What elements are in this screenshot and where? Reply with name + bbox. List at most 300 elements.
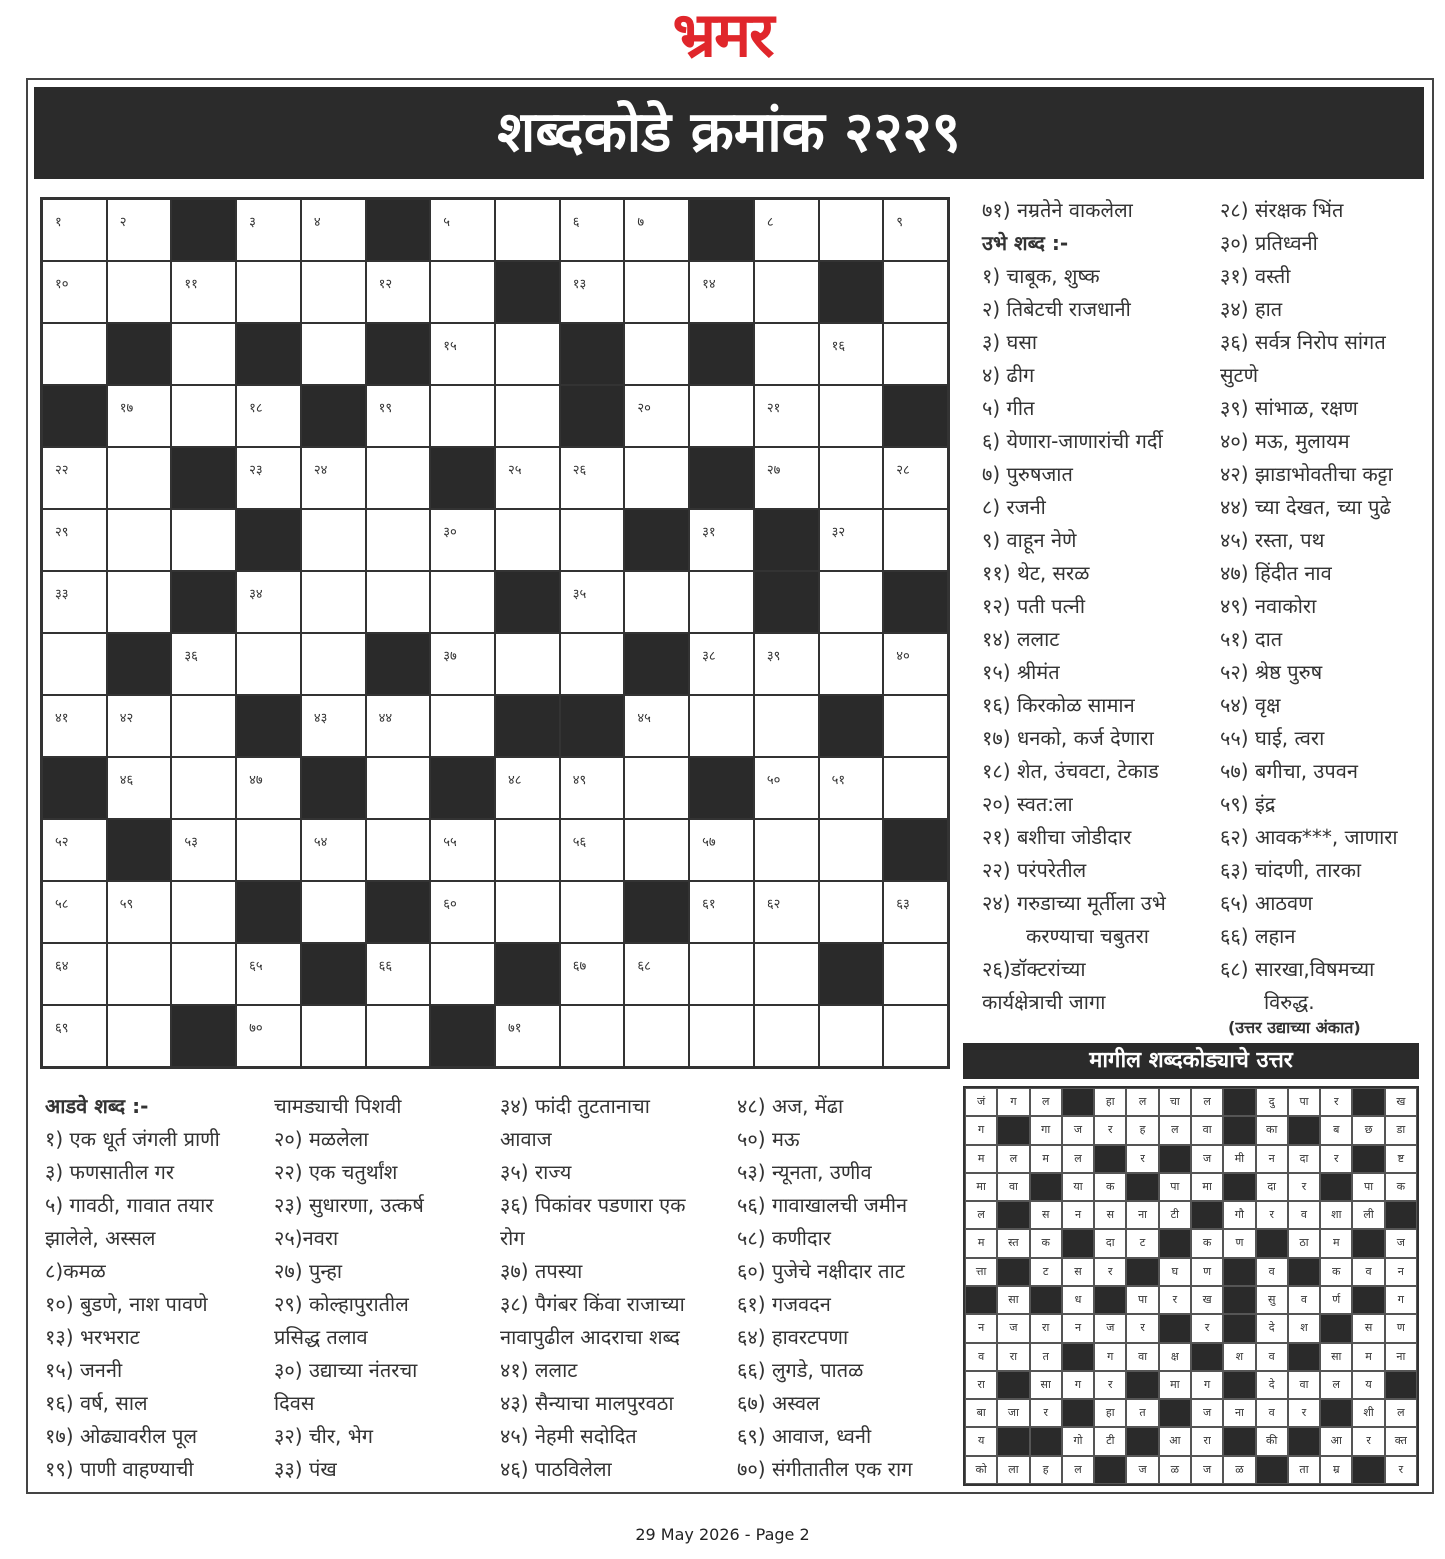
grid-cell[interactable] — [754, 447, 819, 509]
grid-cell[interactable] — [560, 633, 625, 695]
grid-cell[interactable] — [366, 819, 431, 881]
grid-cell[interactable] — [883, 447, 948, 509]
grid-cell[interactable] — [689, 261, 754, 323]
solution-cell: घ — [1159, 1258, 1191, 1286]
right-clues-column-2 — [1220, 194, 1398, 1019]
grid-cell[interactable] — [689, 571, 754, 633]
clue-number: ४३ — [313, 711, 328, 726]
grid-cell[interactable] — [107, 447, 172, 509]
clue-number: २८ — [896, 463, 910, 478]
clue-text: ३४) हात — [1220, 297, 1283, 321]
solution-block — [1062, 1399, 1094, 1427]
grid-block — [883, 819, 948, 881]
grid-cell[interactable] — [42, 571, 107, 633]
grid-cell[interactable] — [42, 943, 107, 1005]
grid-cell[interactable] — [42, 509, 107, 571]
solution-cell: क्त — [1385, 1427, 1417, 1455]
grid-cell[interactable] — [171, 881, 236, 943]
solution-cell: क — [1385, 1173, 1417, 1201]
solution-cell: डा — [1385, 1116, 1417, 1144]
clue-text: १२) पती पत्नी — [982, 594, 1086, 618]
clue-number: ६ — [572, 215, 580, 230]
solution-cell: ख — [1191, 1286, 1223, 1314]
solution-block — [1159, 1314, 1191, 1342]
clue-number: ५४ — [313, 835, 328, 850]
clue-number: १४ — [702, 277, 716, 292]
solution-cell: ह — [1030, 1456, 1062, 1484]
clue-text: १०) बुडणे, नाश पावणे — [45, 1292, 208, 1316]
grid-cell[interactable] — [819, 447, 884, 509]
clue-number: ५१ — [831, 773, 846, 788]
solution-block — [997, 1116, 1029, 1144]
clue-text: २०) स्वत:ला — [982, 792, 1073, 816]
grid-cell[interactable] — [624, 943, 689, 1005]
grid-cell[interactable] — [689, 385, 754, 447]
grid-cell[interactable] — [754, 757, 819, 819]
grid-cell[interactable] — [171, 509, 236, 571]
grid-cell[interactable] — [236, 943, 301, 1005]
grid-cell[interactable] — [107, 385, 172, 447]
grid-cell[interactable] — [301, 571, 366, 633]
grid-cell[interactable] — [883, 943, 948, 1005]
solution-cell: पा — [1159, 1173, 1191, 1201]
grid-cell[interactable] — [819, 323, 884, 385]
solution-cell: दा — [1288, 1145, 1320, 1173]
grid-cell[interactable] — [560, 261, 625, 323]
answer-note: (उत्तर उद्याच्या अंकात) — [1228, 1018, 1361, 1037]
clue-text: ५६) गावाखालची जमीन — [737, 1193, 908, 1217]
grid-cell[interactable] — [366, 261, 431, 323]
grid-block — [301, 943, 366, 1005]
grid-cell[interactable] — [754, 943, 819, 1005]
clue-text: रोग — [500, 1226, 525, 1250]
grid-cell[interactable] — [366, 1005, 431, 1067]
page-title: शब्दकोडे क्रमांक २२२९ — [34, 87, 1424, 179]
grid-cell[interactable] — [883, 695, 948, 757]
clue-text: ३८) पैगंबर किंवा राजाच्या — [500, 1292, 685, 1316]
clue-number: ३४ — [249, 587, 263, 602]
grid-cell[interactable] — [754, 385, 819, 447]
grid-cell[interactable] — [495, 881, 560, 943]
grid-cell[interactable] — [171, 323, 236, 385]
grid-cell[interactable] — [560, 447, 625, 509]
grid-cell[interactable] — [560, 943, 625, 1005]
clue-text: ४०) मऊ, मुलायम — [1220, 429, 1350, 453]
grid-cell[interactable] — [236, 633, 301, 695]
grid-cell[interactable] — [624, 819, 689, 881]
clue-text: ६०) पुजेचे नक्षीदार ताट — [737, 1259, 905, 1283]
logo: भ्रमर — [672, 0, 773, 71]
grid-cell[interactable] — [236, 447, 301, 509]
solution-cell: र — [1159, 1286, 1191, 1314]
clue-number: ४ — [313, 215, 321, 230]
clue-text: १८) शेत, उंचवटा, टेकाड — [982, 759, 1159, 783]
grid-cell[interactable] — [171, 695, 236, 757]
solution-cell: र — [1320, 1088, 1352, 1116]
clue-number: २९ — [55, 525, 69, 540]
solution-block — [1191, 1201, 1223, 1229]
solution-block — [1352, 1456, 1384, 1484]
page-footer: 29 May 2026 - Page 2 — [635, 1525, 810, 1544]
clue-number: २१ — [766, 401, 781, 416]
solution-block — [1126, 1173, 1158, 1201]
solution-cell: र्ण — [1320, 1286, 1352, 1314]
grid-cell[interactable] — [689, 943, 754, 1005]
grid-block — [107, 633, 172, 695]
grid-cell[interactable] — [236, 571, 301, 633]
grid-cell[interactable] — [42, 261, 107, 323]
grid-block — [301, 757, 366, 819]
grid-cell[interactable] — [42, 633, 107, 695]
grid-cell[interactable] — [430, 881, 495, 943]
clue-number: १३ — [572, 277, 587, 292]
grid-cell[interactable] — [301, 1005, 366, 1067]
clue-number: २३ — [249, 463, 263, 478]
grid-cell[interactable] — [754, 819, 819, 881]
grid-cell[interactable] — [42, 695, 107, 757]
clue-number: ४८ — [508, 773, 522, 788]
grid-cell[interactable] — [624, 757, 689, 819]
grid-cell[interactable] — [624, 447, 689, 509]
solution-cell: र — [1288, 1399, 1320, 1427]
clue-text: चामड्याची पिशवी — [274, 1094, 402, 1118]
solution-cell: र — [1352, 1427, 1384, 1455]
grid-cell[interactable] — [689, 695, 754, 757]
grid-cell[interactable] — [819, 385, 884, 447]
grid-block — [42, 385, 107, 447]
grid-cell[interactable] — [754, 633, 819, 695]
solution-cell: ना — [1223, 1399, 1255, 1427]
grid-cell[interactable] — [883, 757, 948, 819]
grid-cell[interactable] — [495, 757, 560, 819]
solution-cell: वा — [997, 1173, 1029, 1201]
grid-cell[interactable] — [301, 819, 366, 881]
grid-cell[interactable] — [301, 261, 366, 323]
solution-cell: ज — [1191, 1399, 1223, 1427]
grid-cell[interactable] — [236, 757, 301, 819]
solution-cell: न — [965, 1314, 997, 1342]
solution-block — [997, 1371, 1029, 1399]
solution-cell: र — [1256, 1201, 1288, 1229]
grid-cell[interactable] — [883, 323, 948, 385]
solution-block — [1352, 1229, 1384, 1257]
grid-cell[interactable] — [754, 1005, 819, 1067]
grid-block — [236, 509, 301, 571]
grid-cell[interactable] — [430, 571, 495, 633]
solution-cell: ल — [1030, 1088, 1062, 1116]
grid-cell[interactable] — [624, 695, 689, 757]
grid-block — [495, 571, 560, 633]
grid-cell[interactable] — [883, 261, 948, 323]
solution-cell: क — [1191, 1229, 1223, 1257]
grid-cell[interactable] — [107, 943, 172, 1005]
grid-cell[interactable] — [689, 633, 754, 695]
grid-cell[interactable] — [560, 509, 625, 571]
clue-text: ३२) चीर, भेग — [274, 1424, 374, 1448]
grid-cell[interactable] — [171, 819, 236, 881]
solution-block — [1288, 1427, 1320, 1455]
solution-block — [1256, 1229, 1288, 1257]
grid-cell[interactable] — [819, 819, 884, 881]
grid-block — [236, 323, 301, 385]
grid-cell[interactable] — [819, 1005, 884, 1067]
grid-cell[interactable] — [236, 819, 301, 881]
grid-cell[interactable] — [624, 1005, 689, 1067]
grid-cell[interactable] — [689, 1005, 754, 1067]
solution-cell: छ — [1352, 1116, 1384, 1144]
grid-cell[interactable] — [366, 509, 431, 571]
grid-cell[interactable] — [495, 447, 560, 509]
solution-block — [1030, 1286, 1062, 1314]
clue-text: १५) जननी — [45, 1358, 123, 1382]
grid-cell[interactable] — [430, 261, 495, 323]
grid-cell[interactable] — [495, 323, 560, 385]
solution-cell: र — [1320, 1145, 1352, 1173]
grid-cell[interactable] — [819, 757, 884, 819]
grid-cell[interactable] — [495, 199, 560, 261]
grid-cell[interactable] — [42, 819, 107, 881]
grid-cell[interactable] — [819, 881, 884, 943]
grid-cell[interactable] — [430, 695, 495, 757]
clue-text: ३६) पिकांवर पडणारा एक — [500, 1193, 686, 1217]
grid-cell[interactable] — [42, 199, 107, 261]
grid-block — [495, 943, 560, 1005]
grid-block — [624, 509, 689, 571]
solution-cell: व — [1288, 1286, 1320, 1314]
grid-cell[interactable] — [495, 633, 560, 695]
grid-cell[interactable] — [495, 509, 560, 571]
grid-cell[interactable] — [560, 199, 625, 261]
clue-number: ११ — [184, 277, 198, 292]
solution-cell: र — [1288, 1173, 1320, 1201]
grid-cell[interactable] — [42, 881, 107, 943]
grid-cell[interactable] — [107, 261, 172, 323]
solution-cell: व — [1288, 1201, 1320, 1229]
grid-cell[interactable] — [754, 323, 819, 385]
clue-number: २५ — [508, 463, 522, 478]
grid-cell[interactable] — [754, 881, 819, 943]
clue-text: ७१) नम्रतेने वाकलेला — [982, 198, 1133, 222]
solution-cell: वा — [1126, 1343, 1158, 1371]
clue-text: २३) सुधारणा, उत्कर्ष — [274, 1193, 424, 1217]
grid-cell[interactable] — [560, 819, 625, 881]
grid-cell[interactable] — [819, 571, 884, 633]
clue-text: ५७) बगीचा, उपवन — [1220, 759, 1358, 783]
solution-cell: ज — [1191, 1456, 1223, 1484]
solution-cell: ल — [1320, 1371, 1352, 1399]
grid-cell[interactable] — [754, 695, 819, 757]
solution-cell: म — [1030, 1145, 1062, 1173]
clue-number: ४१ — [55, 711, 69, 726]
grid-cell[interactable] — [366, 447, 431, 509]
grid-cell[interactable] — [107, 757, 172, 819]
clue-number: १८ — [249, 401, 263, 416]
right-clues-column-1 — [982, 194, 1166, 1019]
clue-text: १६) किरकोळ सामान — [982, 693, 1135, 717]
grid-cell[interactable] — [819, 509, 884, 571]
clue-number: ६३ — [896, 897, 910, 912]
grid-cell[interactable] — [301, 199, 366, 261]
solution-block — [1352, 1145, 1384, 1173]
grid-cell[interactable] — [107, 199, 172, 261]
solution-cell: सा — [1030, 1371, 1062, 1399]
grid-cell[interactable] — [171, 757, 236, 819]
grid-cell[interactable] — [689, 819, 754, 881]
solution-cell: श — [1288, 1314, 1320, 1342]
grid-cell[interactable] — [560, 1005, 625, 1067]
clue-text: १७) धनको, कर्ज देणारा — [982, 726, 1154, 750]
clue-text: १३) भरभराट — [45, 1325, 140, 1349]
solution-cell: न — [1062, 1201, 1094, 1229]
grid-cell[interactable] — [624, 571, 689, 633]
clue-number: ४६ — [119, 773, 134, 788]
grid-cell[interactable] — [883, 199, 948, 261]
solution-cell: आ — [1320, 1427, 1352, 1455]
clue-text: ४८) अज, मेंढा — [737, 1094, 844, 1118]
grid-cell[interactable] — [689, 509, 754, 571]
grid-cell[interactable] — [366, 943, 431, 1005]
grid-cell[interactable] — [430, 199, 495, 261]
grid-cell[interactable] — [42, 1005, 107, 1067]
clue-text: २) तिबेटची राजधानी — [982, 297, 1131, 321]
grid-cell[interactable] — [430, 323, 495, 385]
grid-cell[interactable] — [754, 261, 819, 323]
grid-cell[interactable] — [689, 881, 754, 943]
grid-block — [430, 1005, 495, 1067]
grid-cell[interactable] — [42, 323, 107, 385]
clue-text: १९) पाणी वाहण्याची — [45, 1457, 194, 1481]
grid-cell[interactable] — [560, 757, 625, 819]
grid-cell[interactable] — [301, 881, 366, 943]
clue-text: ४) ढीग — [982, 363, 1035, 387]
grid-cell[interactable] — [236, 199, 301, 261]
grid-cell[interactable] — [301, 509, 366, 571]
grid-cell[interactable] — [495, 385, 560, 447]
grid-block — [754, 509, 819, 571]
solution-block — [1030, 1427, 1062, 1455]
grid-cell[interactable] — [301, 447, 366, 509]
solution-cell: ज — [1385, 1229, 1417, 1257]
grid-cell[interactable] — [430, 819, 495, 881]
clue-text: ३१) वस्ती — [1220, 264, 1291, 288]
solution-cell: ज — [1062, 1116, 1094, 1144]
grid-cell[interactable] — [495, 819, 560, 881]
clue-number: ५ — [443, 215, 451, 230]
grid-cell[interactable] — [171, 385, 236, 447]
clue-number: ६० — [443, 897, 457, 912]
solution-block — [1352, 1286, 1384, 1314]
solution-block — [1223, 1371, 1255, 1399]
grid-cell[interactable] — [366, 757, 431, 819]
solution-cell: म — [1352, 1343, 1384, 1371]
solution-cell: हा — [1094, 1399, 1126, 1427]
clue-text: विरुद्ध. — [1264, 990, 1315, 1014]
clue-text: ५) गीत — [982, 396, 1035, 420]
grid-cell[interactable] — [560, 881, 625, 943]
grid-block — [366, 199, 431, 261]
clue-text: ६८) सारखा,विषमच्या — [1220, 957, 1375, 981]
clue-number: ५९ — [119, 897, 134, 912]
grid-cell[interactable] — [107, 881, 172, 943]
clue-text: प्रसिद्ध तलाव — [274, 1325, 368, 1349]
clue-number: ३२ — [831, 525, 846, 540]
solution-cell: स्त — [997, 1229, 1029, 1257]
grid-cell[interactable] — [430, 385, 495, 447]
solution-block — [1191, 1343, 1223, 1371]
grid-cell[interactable] — [883, 881, 948, 943]
grid-cell[interactable] — [366, 385, 431, 447]
grid-cell[interactable] — [171, 261, 236, 323]
grid-cell[interactable] — [171, 633, 236, 695]
grid-cell[interactable] — [107, 1005, 172, 1067]
grid-cell[interactable] — [366, 571, 431, 633]
grid-cell[interactable] — [754, 199, 819, 261]
grid-block — [301, 385, 366, 447]
grid-cell[interactable] — [301, 695, 366, 757]
solution-block — [1223, 1314, 1255, 1342]
grid-cell[interactable] — [430, 509, 495, 571]
grid-cell[interactable] — [366, 695, 431, 757]
grid-cell[interactable] — [301, 633, 366, 695]
grid-cell[interactable] — [430, 943, 495, 1005]
grid-cell[interactable] — [883, 1005, 948, 1067]
solution-cell: म — [965, 1145, 997, 1173]
solution-cell: मी — [1223, 1145, 1255, 1173]
solution-cell: र — [1094, 1258, 1126, 1286]
grid-cell[interactable] — [107, 571, 172, 633]
clue-text: २७) पुन्हा — [274, 1259, 343, 1283]
clue-number: २४ — [313, 463, 328, 478]
clue-text: ४५) रस्ता, पथ — [1220, 528, 1325, 552]
grid-block — [236, 881, 301, 943]
bottom-clues-column-1 — [45, 1090, 220, 1486]
clue-text: आवाज — [500, 1127, 552, 1151]
solution-cell: टी — [1159, 1201, 1191, 1229]
grid-cell[interactable] — [236, 1005, 301, 1067]
grid-cell[interactable] — [819, 199, 884, 261]
grid-cell[interactable] — [107, 695, 172, 757]
grid-cell[interactable] — [560, 571, 625, 633]
grid-cell[interactable] — [883, 509, 948, 571]
clue-text: ५) गावठी, गावात तयार — [45, 1193, 214, 1217]
solution-cell: ट — [1126, 1229, 1158, 1257]
grid-cell[interactable] — [624, 323, 689, 385]
grid-cell[interactable] — [107, 509, 172, 571]
clue-text: ६६) लुगडे, पातळ — [737, 1358, 864, 1382]
grid-cell[interactable] — [236, 385, 301, 447]
solution-cell: ध — [1062, 1286, 1094, 1314]
grid-cell[interactable] — [301, 323, 366, 385]
clue-text: ४१) ललाट — [500, 1358, 578, 1382]
grid-cell[interactable] — [624, 261, 689, 323]
grid-cell[interactable] — [42, 447, 107, 509]
grid-cell[interactable] — [624, 199, 689, 261]
grid-cell[interactable] — [624, 385, 689, 447]
grid-cell[interactable] — [883, 633, 948, 695]
solution-cell: क — [1030, 1229, 1062, 1257]
grid-cell[interactable] — [819, 633, 884, 695]
clue-number: ३ — [249, 215, 256, 230]
grid-cell[interactable] — [236, 261, 301, 323]
solution-block — [1159, 1145, 1191, 1173]
grid-block — [430, 757, 495, 819]
solution-cell: दा — [1256, 1173, 1288, 1201]
grid-cell[interactable] — [495, 1005, 560, 1067]
grid-cell[interactable] — [171, 943, 236, 1005]
clue-text: ६) येणारा-जाणारांची गर्दी — [982, 429, 1163, 453]
clue-number: २ — [119, 215, 127, 230]
grid-cell[interactable] — [430, 633, 495, 695]
